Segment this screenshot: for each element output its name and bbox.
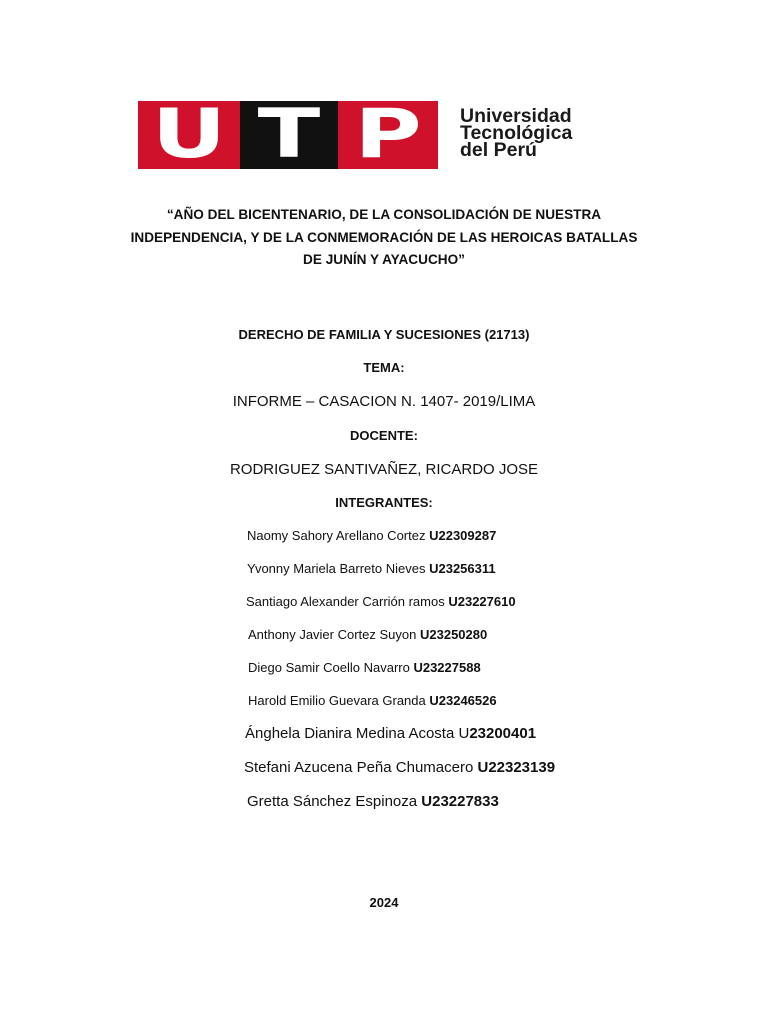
logo-letter: T [257,95,321,174]
motto-line: “AÑO DEL BICENTENARIO, DE LA CONSOLIDACIÓN DE NUESTRA [166,207,602,222]
member-item [248,693,497,708]
member-id: U22309287 [429,528,497,543]
member-item [246,594,516,609]
logo-letter: P [354,95,422,174]
member-name: Anthony Javier Cortez Suyon [248,627,420,642]
member-id: U23246526 [429,693,497,708]
member-id: U23227833 [421,793,499,810]
integrantes-label: INTEGRANTES: [335,495,433,510]
member-name: Harold Emilio Guevara Granda [248,693,430,708]
university-name-line: Universidad [460,105,572,127]
logo-p-block [338,95,438,174]
member-item [247,793,499,810]
docente-label: DOCENTE: [350,428,418,443]
docente-value: RODRIGUEZ SANTIVAÑEZ, RICARDO JOSE [229,461,539,478]
member-id: U23256311 [429,561,496,576]
member-name: Gretta Sánchez Espinoza [247,793,422,810]
logo-letter: U [151,95,227,174]
tema-value: INFORME – CASACION N. 1407- 2019/LIMA [232,393,536,410]
member-item [245,725,536,742]
member-name: Diego Samir Coello Navarro [248,660,414,675]
year-motto [0,204,768,272]
member-item [248,627,487,642]
course-name: DERECHO DE FAMILIA Y SUCESIONES (21713) [238,327,530,342]
motto-line: DE JUNÍN Y AYACUCHO” [303,252,465,267]
member-item [244,759,555,776]
member-id: U23227588 [413,660,481,675]
member-name: Santiago Alexander Carrión ramos [246,594,449,609]
university-name [460,105,573,161]
member-item [247,561,496,576]
member-name: Stefani Azucena Peña Chumacero [244,759,478,776]
member-name: Ánghela Dianira Medina Acosta [245,725,459,742]
tema-label: TEMA: [363,360,405,375]
member-id-prefix: U [458,725,470,742]
member-item [247,528,496,543]
member-item [248,660,481,675]
motto-line: INDEPENDENCIA, Y DE LA CONMEMORACIÓN DE LAS HEROICAS BATALLAS [130,229,638,245]
member-id: U23227610 [448,594,516,609]
member-id: U22323139 [477,759,556,776]
member-id: 23200401 [469,725,537,742]
member-name: Yvonny Mariela Barreto Nieves [247,561,430,576]
year: 2024 [369,895,399,910]
university-name-line: del Perú [460,139,537,161]
university-name-line: Tecnológica [460,122,573,144]
member-name: Naomy Sahory Arellano Cortez [247,528,430,543]
member-id: U23250280 [419,627,488,642]
